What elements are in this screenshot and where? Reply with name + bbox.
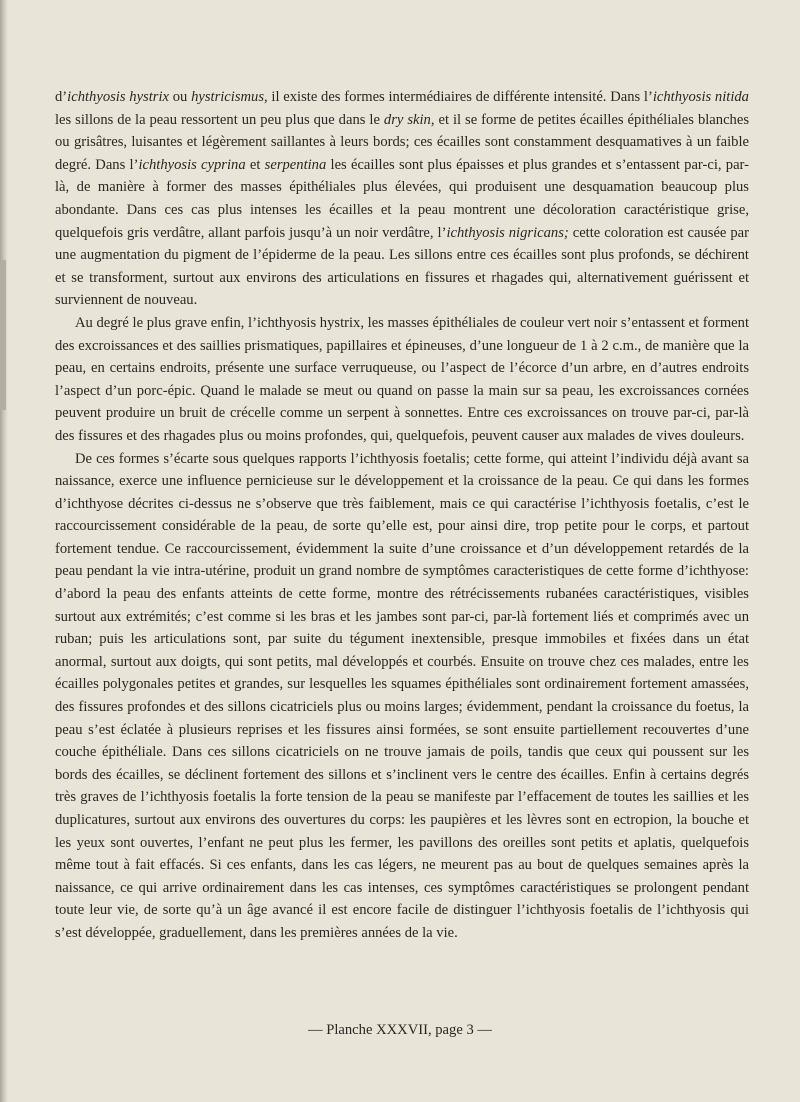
paragraph-2: Au degré le plus grave enfin, l’ichthyosis hystrix, les masses épithéliales de couleur vert noir s’entassent et forment des excroissances et des saillies prismatiques, papillaires et épineuses, d’une longueur de 1 à 2 c.m., de manière que la peau, en certains endroits, présente une surface verruqueuse, ou l’aspect de l’écorce d’un arbre, en d’autres endroits l’aspect d’un porc-épic. Quand le malade se meut ou quand on passe la main sur sa peau, les excroissances cornées peuvent produire un bruit de crécelle comme un serpent à sonnettes. Entre ces excroissances on trouve par-ci, par-là des fissures et des rhagades plus ou moins profondes, qui, quelquefois, peuvent causer aux malades de vives douleurs. [55,314,749,444]
page-crease [0,260,6,410]
page-edge [0,0,8,1102]
plate-page-reference: — Planche XXXVII, page 3 — [308,1022,492,1038]
paragraph-3: De ces formes s’écarte sous quelques rapports l’ichthyosis foetalis; cette forme, qui atteint l’individu déjà avant sa naissance, exerce une influence pernicieuse sur le développement et la croissance de la peau. Ce qui dans les formes d’ichthyose décrites ci-dessus ne s’observe que très faiblement, mais ce qui caractérise l’ichthyosis foetalis, c’est le raccourcissement considérable de la peau, de sorte qu’elle est, pour ainsi dire, trop petite pour le corps, et partout fortement tendue. Ce raccourcissement, évidemment la suite d’une croissance et d’un développement retardés de la peau pendant la vie intra-utérine, produit un grand nombre de symptômes caracteristiques de cette forme d’ichthyose: d’abord la peau des enfants atteints de cette forme, montre des rétrécissements rubanées caractéristiques, visibles surtout aux extrémités; c’est comme si les bras et les jambes sont par-ci, par-là fortement liés et comprimés avec un ruban; puis les articulations sont, par suite du tégument inextensible, presque immobiles et fixées dans un état anormal, surtout aux doigts, qui sont petits, mal développés et courbés. Ensuite on trouve chez ces malades, entre les écailles polygonales petites et grandes, sur lesquelles les squames épithéliales sont ordinairement fortement amassées, des fissures profondes et des sillons cicatriciels plus ou moins larges; évidemment, pendant la croissance du foetus, la peau s’est éclatée à plusieurs reprises et les fissures ainsi formées, se sont ensuite partiellement recouvertes d’une couche épithéliale. Dans ces sillons cicatriciels on ne trouve jamais de poils, tandis que ceux qui poussent sur les bords des écailles, se déclinent fortement des sillons et s’inclinent vers le centre des écailles. Enfin à certains degrés très graves de l’ichthyosis foetalis la forte tension de la peau se manifeste par l’effacement de toutes les saillies et les duplicatures, surtout aux environs des ouvertures du corps: les paupières et les lèvres sont en ectropion, la bouche et les yeux sont ouvertes, l’enfant ne peut plus les fermer, les pavillons des oreilles sont petits et aplatis, quelquefois même tout à fait effacés. Si ces enfants, dans les cas légers, ne meurent pas au bout de quelques semaines après la naissance, ce qui arrive ordinairement dans les cas intenses, ces symptômes caractéristiques se prolongent pendant toute leur vie, de sorte qu’à un âge avancé il est encore facile de distinguer l’ichthyosis foetalis de l’ichthyosis qui s’est développée, graduellement, dans les premières années de la vie. [55,450,749,941]
body-text [55,86,749,945]
paragraph-1: d’ichthyosis hystrix ou hystricismus, il existe des formes intermédiaires de différente intensité. Dans l’ichthyosis nitida les sillons de la peau ressortent un peu plus que dans le dry skin, et il se forme de petites écailles épithéliales blanches ou grisâtres, luisantes et légèrement saillantes à leurs bords; ces écailles sont constamment desquamatives à un faible degré. Dans l’ichthyosis cyprina et serpentina les écailles sont plus épaisses et plus grandes et s’entassent par-ci, par-là, de manière à former des masses épithéliales plus élevées, qui produisent une desquamation beaucoup plus abondante. Dans ces cas plus intenses les écailles et la peau montrent une décoloration caractéristique grise, quelquefois gris verdâtre, allant parfois jusqu’à un noir verdâtre, l’ichthyosis nigricans; cette coloration est causée par une augmentation du pigment de l’épiderme de la peau. Les sillons entre ces écailles sont plus profonds, se déchirent et se transforment, surtout aux environs des articulations en fissures et rhagades qui, alternativement guérissent et surviennent de nouveau. [55,89,749,309]
